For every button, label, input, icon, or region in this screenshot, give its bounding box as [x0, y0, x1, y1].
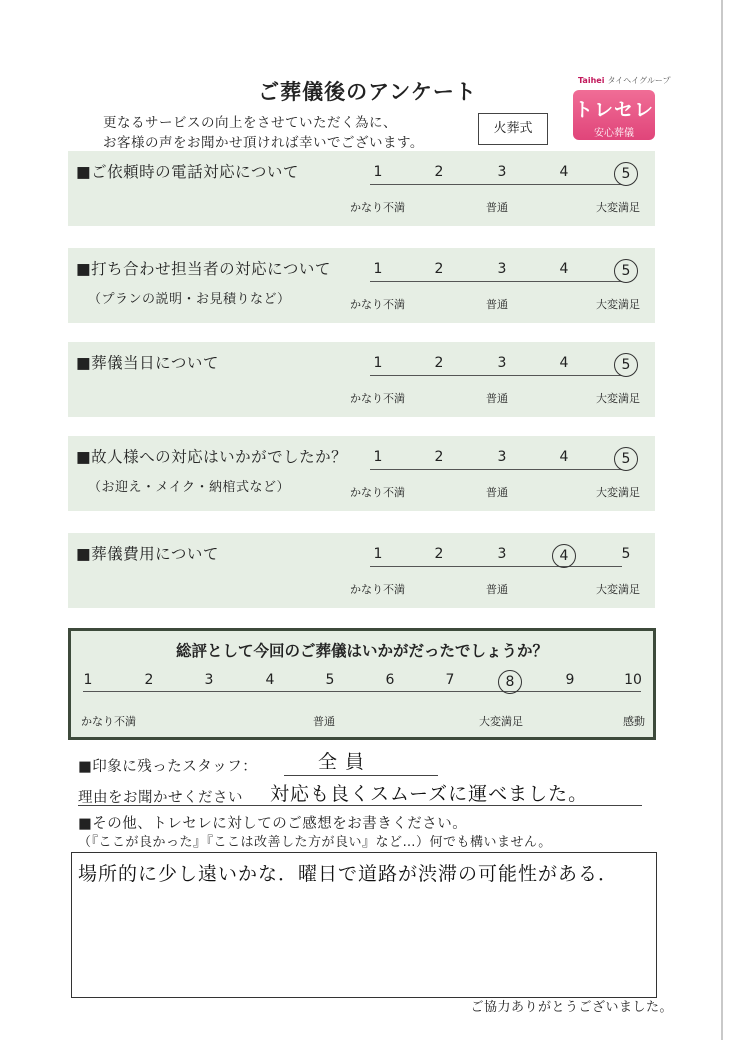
comments-answer: 場所的に少し遠いかな．曜日で道路が渋滞の可能性がある． — [78, 863, 619, 885]
question-title: ■打ち合わせ担当者の対応について — [76, 260, 331, 278]
scale-label-mid: 普通 — [486, 392, 508, 405]
rating-option[interactable]: 1 — [373, 261, 383, 277]
rating-option[interactable]: 3 — [497, 164, 507, 180]
rating-scale-line — [370, 281, 622, 282]
rating-option[interactable]: 2 — [434, 164, 444, 180]
rating-option[interactable]: 5 — [621, 546, 631, 562]
rating-option[interactable]: 4 — [559, 449, 569, 465]
survey-title: ご葬儀後のアンケート — [258, 80, 477, 104]
question-section — [68, 436, 655, 511]
scale-label-mid: 普通 — [486, 298, 508, 311]
overall-option[interactable]: 5 — [325, 672, 335, 688]
rating-option[interactable]: 2 — [434, 546, 444, 562]
overall-label-low: かなり不満 — [81, 715, 136, 728]
overall-option[interactable]: 3 — [204, 672, 214, 688]
rating-option-selected[interactable]: 5 — [614, 447, 638, 471]
rating-scale-line — [370, 184, 622, 185]
rating-option[interactable]: 1 — [373, 164, 383, 180]
company-name: Taihei — [578, 76, 605, 85]
group-name: タイヘイグループ — [607, 76, 671, 85]
rating-option[interactable]: 3 — [497, 261, 507, 277]
overall-scale-line — [83, 691, 641, 692]
question-title: ■ご依頼時の電話対応について — [76, 163, 299, 181]
rating-option[interactable]: 3 — [497, 449, 507, 465]
comments-label-1: ■その他、トレセレに対してのご感想をお書きください。 — [78, 816, 468, 832]
question-subtitle: （プランの説明・お見積りなど） — [88, 292, 291, 307]
question-subtitle: （お迎え・メイク・納棺式など） — [88, 480, 290, 495]
rating-option-selected[interactable]: 5 — [614, 353, 638, 377]
rating-scale-line — [370, 566, 622, 567]
scale-label-high: 大変満足 — [596, 201, 640, 214]
scale-label-low: かなり不満 — [350, 583, 405, 596]
scale-label-mid: 普通 — [486, 201, 508, 214]
overall-option[interactable]: 1 — [83, 672, 93, 688]
overall-label-high: 大変満足 — [479, 715, 523, 728]
overall-option-selected[interactable]: 8 — [498, 670, 522, 694]
overall-label-mid: 普通 — [313, 715, 335, 728]
staff-underline — [284, 775, 438, 776]
rating-option[interactable]: 2 — [434, 449, 444, 465]
thanks-footer: ご協力ありがとうございました。 — [470, 1000, 673, 1015]
question-title: ■葬儀当日について — [76, 354, 219, 372]
overall-rating-box — [68, 628, 656, 740]
page-edge — [721, 0, 723, 1040]
overall-option[interactable]: 7 — [445, 672, 455, 688]
intro-line-2: お客様の声をお聞かせ頂ければ幸いでございます。 — [103, 135, 424, 151]
rating-scale-line — [370, 469, 622, 470]
scale-label-high: 大変満足 — [596, 298, 640, 311]
question-title: ■葬儀費用について — [76, 545, 219, 563]
service-type-box: 火葬式 — [478, 113, 548, 145]
question-section — [68, 151, 655, 226]
scale-label-high: 大変満足 — [596, 392, 640, 405]
rating-option[interactable]: 3 — [497, 355, 507, 371]
intro-line-1: 更なるサービスの向上をさせていただく為に、 — [103, 115, 397, 131]
company-logo-text — [578, 75, 670, 86]
rating-option-selected[interactable]: 4 — [552, 544, 576, 568]
staff-answer: 全 員 — [318, 751, 366, 773]
scale-label-low: かなり不満 — [350, 201, 405, 214]
rating-option[interactable]: 4 — [559, 261, 569, 277]
rating-option[interactable]: 2 — [434, 261, 444, 277]
overall-option[interactable]: 10 — [624, 672, 642, 688]
rating-option[interactable]: 4 — [559, 355, 569, 371]
rating-option[interactable]: 4 — [559, 164, 569, 180]
question-section — [68, 533, 655, 608]
overall-option[interactable]: 9 — [565, 672, 575, 688]
question-section — [68, 248, 655, 323]
scale-label-low: かなり不満 — [350, 486, 405, 499]
scale-label-high: 大変満足 — [596, 486, 640, 499]
overall-option[interactable]: 2 — [144, 672, 154, 688]
scale-label-high: 大変満足 — [596, 583, 640, 596]
scale-label-mid: 普通 — [486, 583, 508, 596]
brand-tagline: 安心葬儀 — [594, 128, 634, 139]
rating-option[interactable]: 3 — [497, 546, 507, 562]
comments-box — [71, 852, 657, 998]
overall-option[interactable]: 4 — [265, 672, 275, 688]
rating-option[interactable]: 2 — [434, 355, 444, 371]
question-section — [68, 342, 655, 417]
rating-option[interactable]: 1 — [373, 449, 383, 465]
brand-name: トレセレ — [573, 99, 654, 121]
overall-option[interactable]: 6 — [385, 672, 395, 688]
rating-scale-line — [370, 375, 622, 376]
staff-label: ■印象に残ったスタッフ： — [78, 759, 258, 775]
rating-option[interactable]: 1 — [373, 546, 383, 562]
overall-label-top: 感動 — [623, 715, 645, 728]
rating-option-selected[interactable]: 5 — [614, 259, 638, 283]
brand-logo — [573, 90, 655, 140]
scale-label-low: かなり不満 — [350, 298, 405, 311]
reason-answer: 対応も良くスムーズに運べました。 — [270, 783, 589, 805]
scale-label-low: かなり不満 — [350, 392, 405, 405]
rating-option-selected[interactable]: 5 — [614, 162, 638, 186]
scale-label-mid: 普通 — [486, 486, 508, 499]
rating-option[interactable]: 1 — [373, 355, 383, 371]
overall-title: 総評として今回のご葬儀はいかがだったでしょうか？ — [175, 642, 548, 660]
reason-label: 理由をお聞かせください — [78, 790, 243, 806]
question-title: ■故人様への対応はいかがでしたか？ — [76, 448, 348, 466]
comments-label-2: （『ここが良かった』『ここは改善した方が良い』など…）何でも構いません。 — [78, 835, 552, 850]
